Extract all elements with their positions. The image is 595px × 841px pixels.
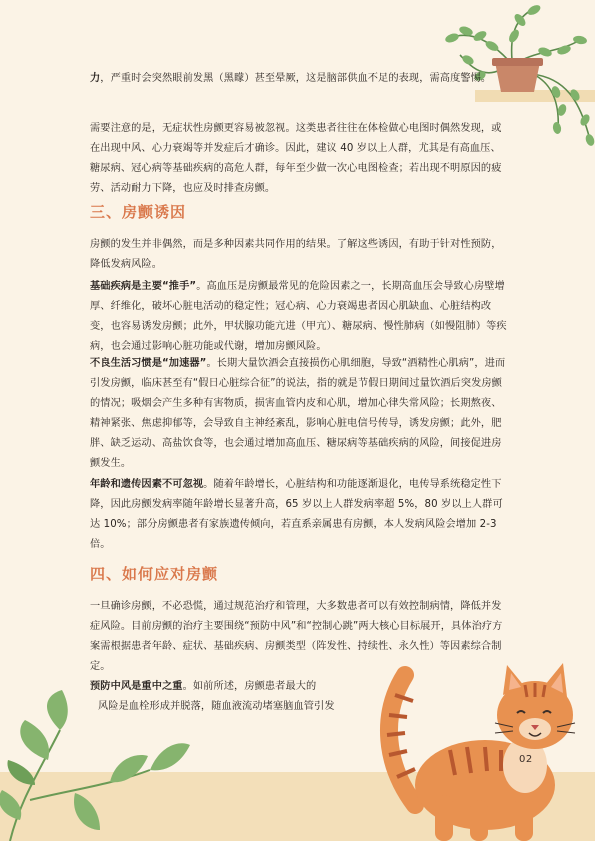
paragraph-age-genetics: 年龄和遗传因素不可忽视。随着年龄增长，心脏结构和功能逐渐退化，电传导系统稳定性下降，因此房颤发病率随年龄增长显著升高，65 岁以上人群发病率超 5%，80 岁以上人群可达 10%；部分房颤患者有家族遗传倾向，若直系亲属患有房颤，本人发病风险会增加 2-3 倍。 [90, 479, 503, 550]
paragraph-dizziness: 力，严重时会突然眼前发黑（黑矇）甚至晕厥，这是脑部供血不足的表现，需高度警惕。 [90, 73, 492, 84]
paragraph-causes-intro: 房颤的发生并非偶然，而是多种因素共同作用的结果。了解这些诱因，有助于针对性预防，降低发病风险。 [90, 239, 502, 270]
page-number: 02 [519, 754, 533, 765]
paragraph-treatment-intro: 一旦确诊房颤，不必恐慌，通过规范治疗和管理，大多数患者可以有效控制病情，降低并发症风险。目前房颤的治疗主要围绕“预防中风”和“控制心跳”两大核心目标展开，具体治疗方案需根据患者年龄、症状、基础疾病、房颤类型（阵发性、持续性、永久性）等因素综合制定。 [90, 601, 503, 672]
orange-tabby-cat-illustration [375, 655, 595, 841]
paragraph-underlying-disease: 基础疾病是主要“推手”。高血压是房颤最常见的危险因素之一，长期高血压会导致心房壁增厚、纤维化，破坏心脏电活动的稳定性；冠心病、心力衰竭患者因心肌缺血、心脏结构改变，也容易诱发房颤；此外，甲状腺功能亢进（甲亢）、糖尿病、慢性肺病（如慢阻肺）等疾病，也会通过影响心脏功能或代谢，增加房颤风险。 [90, 281, 507, 352]
paragraph-stroke-prevention: 预防中风是重中之重。如前所述，房颤患者最大的 风险是血栓形成并脱落，随血液流动堵塞脑血管引发 [90, 681, 335, 712]
section-heading-treatment: 四、如何应对房颤 [90, 565, 219, 583]
leaf-branch-illustration [0, 690, 190, 841]
paragraph-lifestyle: 不良生活习惯是“加速器”。长期大量饮酒会直接损伤心肌细胞，导致“酒精性心肌病”，进而引发房颤，临床甚至有“假日心脏综合征”的说法，指的就是节假日期间过量饮酒后突发房颤的情况；吸烟会产生多种有害物质，损害血管内皮和心肌，增加心律失常风险；长期熬夜、精神紧张、焦虑抑郁等，会导致自主神经紊乱，影响心脏电信号传导，诱发房颤；此外，肥胖、缺乏运动、高盐饮食等，也会通过增加高血压、糖尿病等基础疾病的风险，间接促进房颤发生。 [90, 358, 506, 469]
section-heading-causes: 三、房颤诱因 [90, 203, 187, 221]
paragraph-asymptomatic: 需要注意的是，无症状性房颤更容易被忽视。这类患者往往在体检做心电图时偶然发现，或在出现中风、心力衰竭等并发症后才确诊。因此，建议 40 岁以上人群，尤其是有高血压、糖尿病、冠心病等基础疾病的高危人群，每年至少做一次心电图检查；若出现不明原因的疲劳、活动耐力下降，也应及时排查房颤。 [90, 123, 502, 194]
